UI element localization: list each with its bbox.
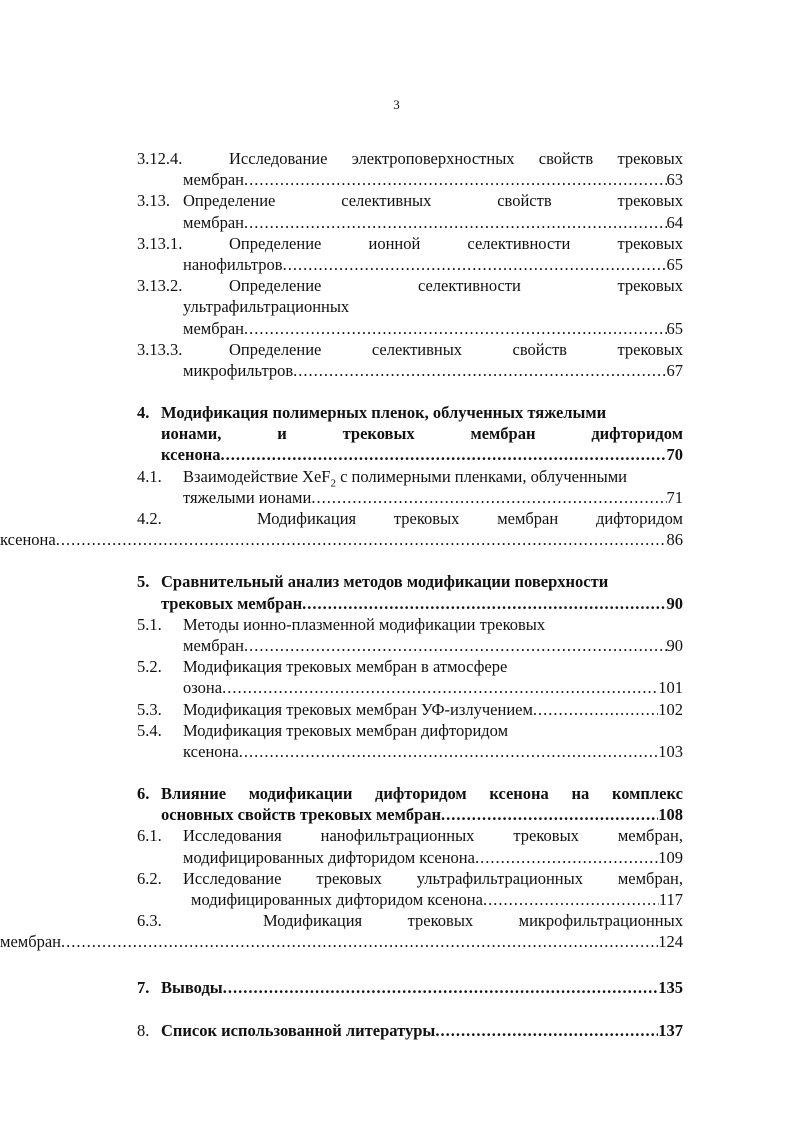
- entry-word: нанофильтрационных: [320, 826, 475, 846]
- entry-word: Влияние: [161, 784, 227, 804]
- entry-word: и: [277, 424, 287, 444]
- toc-entry-continuation: [137, 296, 683, 317]
- toc-entry[interactable]: [137, 508, 683, 529]
- entry-word: Исследования: [183, 826, 282, 846]
- entry-page: 64: [666, 212, 683, 232]
- entry-title-cont: мембран: [183, 212, 245, 232]
- entry-title-cont: мембран: [183, 318, 245, 338]
- toc-entry-continuation[interactable]: [137, 889, 683, 910]
- entry-page: 65: [666, 254, 683, 274]
- dot-leader: [293, 360, 666, 381]
- entry-page: 101: [658, 678, 683, 698]
- toc-entry[interactable]: [137, 656, 683, 677]
- entry-title: Методы ионно-плазменной модификации трековых: [183, 614, 546, 634]
- dot-leader: [223, 977, 659, 998]
- toc-entry[interactable]: [137, 699, 683, 720]
- toc-entry[interactable]: [137, 868, 683, 889]
- section-gap: [137, 953, 683, 977]
- entry-text: Взаимодействие XeF: [183, 466, 331, 486]
- toc-entry-continuation[interactable]: [137, 360, 683, 381]
- entry-word: мембран,: [617, 868, 683, 888]
- entry-page: 65: [666, 318, 683, 338]
- entry-word: дифторидом: [375, 784, 467, 804]
- dot-leader: [61, 931, 658, 952]
- dot-leader: [475, 847, 658, 868]
- entry-title: Модификация трековых мембран в атмосфере: [183, 657, 508, 677]
- toc-section-continuation[interactable]: [137, 804, 683, 825]
- entry-title: Модификация трековых мембран дифторидом: [183, 720, 509, 740]
- entry-title-cont: микрофильтров: [183, 360, 294, 380]
- entry-title: [263, 910, 683, 931]
- toc-entry[interactable]: [137, 148, 683, 169]
- entry-page: 90: [666, 635, 683, 655]
- toc-section[interactable]: [137, 977, 683, 998]
- entry-title: [229, 275, 683, 296]
- toc-section-continuation[interactable]: [137, 444, 683, 465]
- entry-page: 86: [666, 530, 683, 550]
- entry-word: дифторидом: [591, 424, 683, 444]
- toc-entry-continuation[interactable]: [0, 529, 683, 550]
- toc-entry-continuation[interactable]: [137, 677, 683, 698]
- entry-word: селективных: [371, 339, 463, 359]
- toc-section[interactable]: [137, 1020, 683, 1041]
- entry-word: микрофильтрационных: [518, 911, 683, 931]
- toc-entry-continuation[interactable]: [137, 741, 683, 762]
- section-gap: [137, 998, 683, 1020]
- entry-word: Определение: [229, 339, 322, 359]
- dot-leader: [311, 487, 666, 508]
- entry-word: Исследование: [229, 149, 328, 168]
- entry-word: трековых: [617, 339, 683, 359]
- dot-leader: [441, 804, 658, 825]
- toc-section[interactable]: [137, 571, 683, 592]
- toc-entry-continuation[interactable]: [137, 254, 683, 275]
- entry-page: 70: [666, 445, 683, 465]
- entry-word: свойств: [538, 149, 594, 168]
- entry-page: 109: [658, 847, 683, 867]
- toc-entry[interactable]: [137, 825, 683, 846]
- entry-word: селективности: [417, 276, 521, 296]
- entry-title-cont: ксенона: [0, 530, 56, 550]
- page-number: 3: [393, 97, 400, 112]
- entry-word: селективности: [467, 233, 571, 253]
- entry-number: 5.1.: [137, 614, 162, 634]
- toc-entry[interactable]: [137, 190, 683, 211]
- toc-section-continuation[interactable]: [137, 593, 683, 614]
- toc-entry[interactable]: [137, 466, 683, 487]
- entry-word: дифторидом: [595, 509, 683, 528]
- toc-section-continuation: [137, 423, 683, 444]
- dot-leader: [239, 741, 659, 762]
- entry-word: свойств: [497, 191, 552, 211]
- entry-title: [183, 190, 683, 211]
- entry-page: 67: [666, 360, 683, 380]
- entry-word: Определение: [229, 233, 322, 253]
- entry-number: 4.1.: [137, 466, 162, 486]
- entry-word: трековых: [617, 149, 683, 168]
- entry-word: мембран: [497, 509, 559, 528]
- entry-word: ионной: [368, 233, 421, 253]
- entry-word: Модификация: [257, 509, 357, 528]
- entry-page: 135: [658, 977, 683, 997]
- entry-word: электроповерхностных: [351, 149, 515, 168]
- toc-entry-continuation[interactable]: [137, 169, 683, 190]
- entry-number: 3.13.1.: [137, 233, 183, 253]
- toc-entry[interactable]: [137, 910, 683, 931]
- section-gap: [137, 762, 683, 783]
- entry-title-cont: ксенона: [161, 445, 221, 465]
- section-gap: [137, 381, 683, 402]
- entry-word: трековых: [617, 276, 683, 296]
- toc-section[interactable]: [137, 783, 683, 804]
- entry-title-cont: мембран: [183, 170, 245, 190]
- entry-word: трековых: [316, 868, 382, 888]
- entry-title: [229, 148, 683, 169]
- entry-word: Модификация полимерных пленок, облученных тяжелыми: [161, 403, 607, 423]
- entry-title-cont: модифицированных дифторидом ксенона: [183, 847, 475, 867]
- entry-word: Определение: [229, 276, 322, 296]
- entry-title-cont: трековых мембран: [161, 593, 303, 613]
- entry-word: свойств: [512, 339, 567, 359]
- entry-word: Модификация: [263, 911, 363, 931]
- toc-entry-continuation[interactable]: [137, 212, 683, 233]
- section-title: Список использованной литературы: [161, 1020, 436, 1040]
- entry-text: с полимерными пленками, облученными: [335, 466, 627, 486]
- entry-word: селективных: [341, 191, 432, 211]
- toc-entry[interactable]: [137, 233, 683, 254]
- entry-page: 71: [666, 487, 683, 507]
- entry-number: 6.1.: [137, 826, 162, 846]
- entry-number: 5.3.: [137, 699, 162, 719]
- entry-page: 137: [658, 1020, 683, 1040]
- section-number: 7.: [137, 977, 150, 997]
- entry-word: Исследование: [183, 868, 282, 888]
- dot-leader: [302, 593, 666, 614]
- section-number: 4.: [137, 403, 150, 423]
- entry-word: трековых: [407, 911, 474, 931]
- entry-number: 6.2.: [137, 868, 162, 888]
- dot-leader: [533, 699, 658, 720]
- entry-title: [183, 868, 683, 889]
- entry-page: 63: [666, 170, 683, 190]
- entry-word: трековых: [617, 191, 683, 211]
- entry-word: мембран,: [617, 826, 683, 846]
- entry-word: ультрафильтрационных: [416, 868, 583, 888]
- section-number: 8.: [137, 1020, 150, 1040]
- entry-title-cont: ультрафильтрационных: [183, 297, 350, 317]
- section-title: [161, 402, 683, 423]
- entry-word: комплекс: [611, 784, 683, 804]
- entry-title-cont: нанофильтров: [183, 254, 283, 274]
- toc-entry[interactable]: [137, 614, 683, 635]
- entry-number: 3.13.: [137, 191, 170, 211]
- entry-number: 3.13.2.: [137, 276, 183, 296]
- dot-leader: [56, 529, 667, 550]
- entry-page: 103: [658, 741, 683, 761]
- entry-title-cont: тяжелыми ионами: [183, 487, 312, 507]
- section-number: 6.: [137, 784, 150, 804]
- entry-word: трековых: [342, 424, 415, 444]
- entry-page: 108: [658, 805, 683, 825]
- entry-word: трековых: [617, 233, 683, 253]
- entry-page: 90: [666, 593, 683, 613]
- section-title: [161, 423, 683, 444]
- section-gap: [137, 550, 683, 571]
- toc-section[interactable]: [137, 402, 683, 423]
- entry-page: 124: [658, 932, 683, 952]
- entry-page: 102: [658, 699, 683, 719]
- dot-leader: [220, 444, 666, 465]
- toc-entry[interactable]: [137, 275, 683, 296]
- dot-leader: [244, 635, 666, 656]
- entry-word: на: [571, 784, 590, 804]
- toc-entry[interactable]: [137, 720, 683, 741]
- entry-title: [229, 233, 683, 254]
- toc-entry-continuation[interactable]: [137, 635, 683, 656]
- entry-number: 5.2.: [137, 657, 162, 677]
- entry-word: трековых: [513, 826, 579, 846]
- table-of-contents: [0, 148, 683, 1041]
- entry-number: 5.4.: [137, 720, 162, 740]
- dot-leader: [244, 212, 666, 233]
- dot-leader: [244, 169, 666, 190]
- dot-leader: [244, 318, 666, 339]
- toc-entry-continuation[interactable]: [0, 931, 683, 952]
- entry-title: [183, 825, 683, 846]
- entry-word: ионами,: [161, 424, 222, 444]
- entry-word: трековых: [393, 509, 460, 528]
- entry-title-cont: мембран: [183, 635, 245, 655]
- entry-word: ксенона: [489, 784, 549, 804]
- section-title: Выводы: [161, 977, 223, 997]
- entry-title-cont: основных свойств трековых мембран: [161, 805, 442, 825]
- toc-entry-continuation[interactable]: [137, 487, 683, 508]
- entry-title: [257, 508, 683, 529]
- subscript: 2: [330, 476, 336, 489]
- entry-title-cont: ксенона: [183, 741, 239, 761]
- entry-title: Модификация трековых мембран УФ-излучением: [183, 699, 533, 719]
- toc-entry[interactable]: [137, 339, 683, 360]
- entry-title-cont: модифицированных дифторидом ксенона: [191, 890, 483, 909]
- dot-leader: [435, 1020, 658, 1041]
- toc-entry-continuation[interactable]: [137, 847, 683, 868]
- entry-number: 3.12.4.: [137, 149, 183, 168]
- dot-leader: [222, 677, 658, 698]
- entry-word: Определение: [183, 191, 276, 211]
- dot-leader: [283, 254, 667, 275]
- section-title: [161, 783, 683, 804]
- entry-number: 6.3.: [137, 911, 162, 931]
- section-title: Сравнительный анализ методов модификации поверхности: [161, 572, 609, 592]
- entry-word: мембран: [470, 424, 536, 444]
- toc-entry-continuation[interactable]: [137, 318, 683, 339]
- entry-title-cont: мембран: [0, 932, 62, 952]
- section-number: 5.: [137, 572, 150, 592]
- entry-number: 3.13.3.: [137, 339, 183, 359]
- entry-title: [229, 339, 683, 360]
- entry-word: модификации: [248, 784, 353, 804]
- dot-leader: [483, 889, 659, 910]
- entry-title-cont: озона: [183, 678, 223, 698]
- entry-page: 117: [658, 890, 683, 909]
- entry-number: 4.2.: [137, 509, 162, 528]
